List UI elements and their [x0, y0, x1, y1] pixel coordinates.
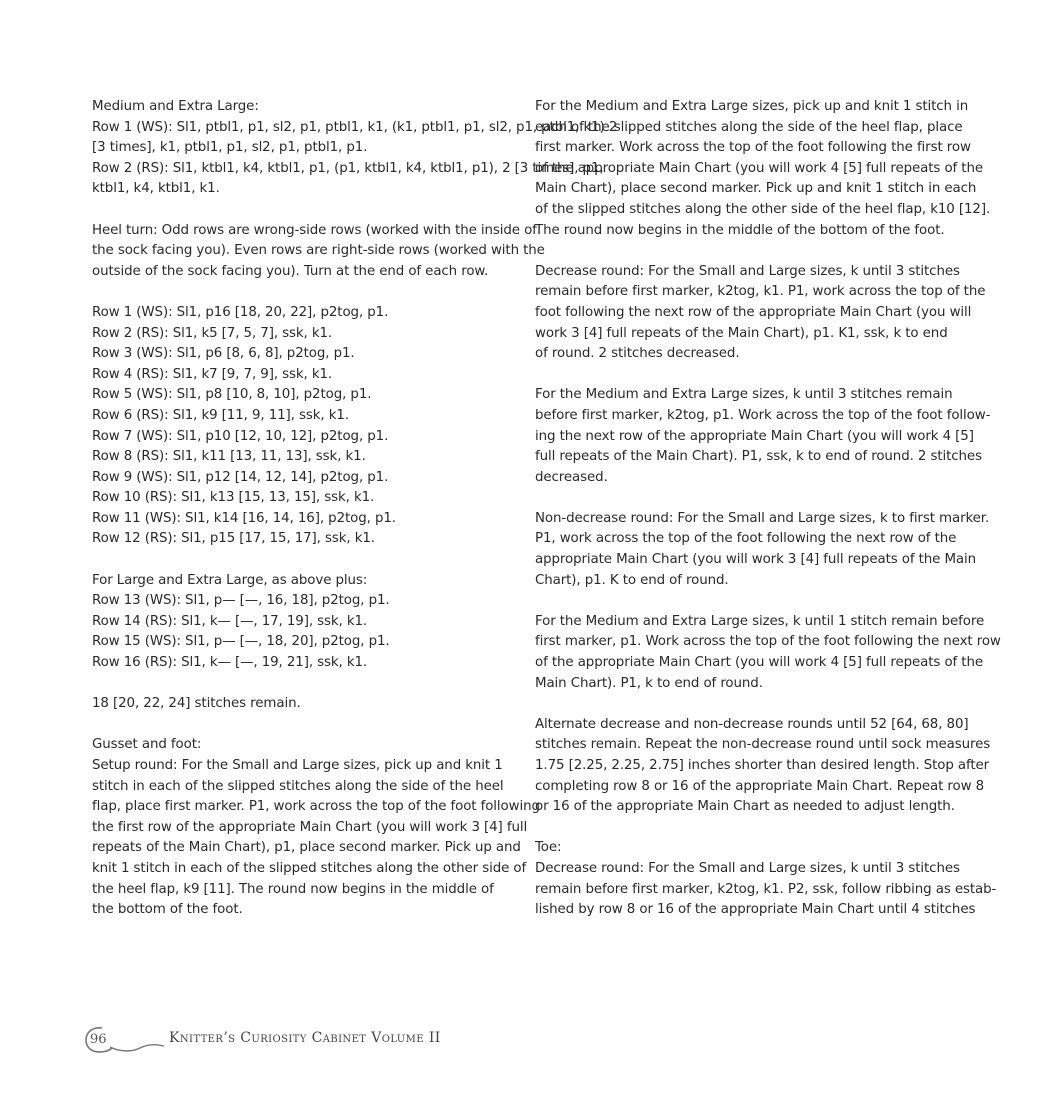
text-line: the sock facing you). Even rows are right-side rows (worked with the: [92, 243, 545, 259]
text-line: Row 15 (WS): Sl1, p— [—, 18, 20], p2tog, p1.: [92, 634, 390, 650]
text-line: the first row of the appropriate Main Chart (you will work 3 [4] full: [92, 819, 528, 835]
text-line: Heel turn: Odd rows are wrong-side rows (worked with the inside of: [92, 222, 537, 238]
text-line: Row 10 (RS): Sl1, k13 [15, 13, 15], ssk, k1.: [92, 490, 375, 506]
text-line: Toe:: [535, 840, 562, 856]
text-line: Row 4 (RS): Sl1, k7 [9, 7, 9], ssk, k1.: [92, 366, 333, 382]
text-line: first marker, p1. Work across the top of the foot following the next row: [535, 634, 1001, 650]
text-line: Row 16 (RS): Sl1, k— [—, 19, 21], ssk, k1.: [92, 655, 368, 671]
text-line: 18 [20, 22, 24] stitches remain.: [92, 696, 301, 712]
text-line: before first marker, k2tog, p1. Work across the top of the foot follow-: [535, 407, 991, 423]
text-line: Row 2 (RS): Sl1, ktbl1, k4, ktbl1, p1, (p1, ktbl1, k4, ktbl1, p1), 2 [3 times], p1,: [92, 160, 604, 176]
text-line: Chart), p1. K to end of round.: [535, 572, 729, 588]
text-line: of the appropriate Main Chart (you will work 4 [5] full repeats of the: [535, 160, 983, 176]
text-line: or 16 of the appropriate Main Chart as needed to adjust length.: [535, 799, 955, 815]
text-line: Row 6 (RS): Sl1, k9 [11, 9, 11], ssk, k1.: [92, 407, 349, 423]
text-line: completing row 8 or 16 of the appropriate Main Chart. Repeat row 8: [535, 778, 985, 794]
paragraph-gap: [92, 550, 522, 571]
text-line: For the Medium and Extra Large sizes, k until 1 stitch remain before: [535, 613, 985, 629]
text-line: Row 3 (WS): Sl1, p6 [8, 6, 8], p2tog, p1.: [92, 346, 355, 362]
text-line: remain before first marker, k2tog, k1. P2, ssk, follow ribbing as estab-: [535, 881, 997, 897]
text-line: Setup round: For the Small and Large sizes, pick up and knit 1: [92, 758, 503, 773]
text-line: P1, work across the top of the foot following the next row of the: [535, 531, 957, 547]
text-line: remain before first marker, k2tog, k1. P1, work across the top of the: [535, 284, 986, 300]
paragraph-gap: [92, 200, 522, 221]
text-line: For Large and Extra Large, as above plus:: [92, 572, 368, 588]
text-line: Row 7 (WS): Sl1, p10 [12, 10, 12], p2tog, p1.: [92, 428, 389, 444]
text-line: Gusset and foot:: [92, 737, 202, 753]
text-line: Row 13 (WS): Sl1, p— [—, 16, 18], p2tog, p1.: [92, 593, 390, 609]
text-line: Row 1 (WS): Sl1, ptbl1, p1, sl2, p1, ptbl1, k1, (k1, ptbl1, p1, sl2, p1, ptbl1, k1) 2: [92, 119, 618, 135]
text-line: outside of the sock facing you). Turn at the end of each row.: [92, 263, 489, 279]
text-line: Row 11 (WS): Sl1, k14 [16, 14, 16], p2tog, p1.: [92, 510, 396, 526]
text-line: appropriate Main Chart (you will work 3 [4] full repeats of the Main: [535, 552, 977, 568]
text-line: Row 5 (WS): Sl1, p8 [10, 8, 10], p2tog, p1.: [92, 387, 372, 403]
text-line: For the Medium and Extra Large sizes, pick up and knit 1 stitch in: [535, 99, 969, 114]
text-line: Decrease round: For the Small and Large sizes, k until 3 stitches: [535, 263, 960, 279]
text-line: the bottom of the foot.: [92, 902, 243, 918]
page-number: 96: [90, 1032, 107, 1047]
text-line: Decrease round: For the Small and Large sizes, k until 3 stitches: [535, 860, 960, 876]
paragraph-gap: [535, 241, 963, 262]
text-line: the heel flap, k9 [11]. The round now begins in the middle of: [92, 881, 494, 897]
text-line: first marker. Work across the top of the foot following the first row: [535, 140, 971, 156]
text-line: ing the next row of the appropriate Main Chart (you will work 4 [5]: [535, 428, 974, 444]
text-line: Row 2 (RS): Sl1, k5 [7, 5, 7], ssk, k1.: [92, 325, 333, 341]
text-line: Row 12 (RS): Sl1, p15 [17, 15, 17], ssk, k1.: [92, 531, 375, 547]
text-line: stitches remain. Repeat the non-decrease round until sock measures: [535, 737, 991, 753]
paragraph-gap: [535, 818, 963, 839]
text-line: stitch in each of the slipped stitches along the side of the heel: [92, 778, 504, 794]
text-line: lished by row 8 or 16 of the appropriate Main Chart until 4 stitches: [535, 902, 976, 918]
text-line: full repeats of the Main Chart). P1, ssk, k to end of round. 2 stitches: [535, 449, 982, 465]
text-line: Main Chart), place second marker. Pick up and knit 1 stitch in each: [535, 181, 977, 197]
paragraph-gap: [535, 694, 963, 715]
text-line: Alternate decrease and non-decrease rounds until 52 [64, 68, 80]: [535, 716, 969, 732]
text-line: ktbl1, k4, ktbl1, k1.: [92, 181, 220, 197]
text-line: each of the slipped stitches along the side of the heel flap, place: [535, 119, 963, 135]
paragraph-gap: [535, 591, 963, 612]
text-line: [3 times], k1, ptbl1, p1, sl2, p1, ptbl1, p1.: [92, 140, 368, 156]
text-line: Non-decrease round: For the Small and Large sizes, k to first marker.: [535, 510, 990, 526]
text-line: flap, place first marker. P1, work across the top of the foot following: [92, 799, 540, 815]
text-line: 1.75 [2.25, 2.25, 2.75] inches shorter than desired length. Stop after: [535, 758, 990, 773]
text-line: decreased.: [535, 469, 608, 485]
paragraph-gap: [92, 674, 522, 695]
paragraph-gap: [92, 282, 522, 303]
text-line: Row 1 (WS): Sl1, p16 [18, 20, 22], p2tog, p1.: [92, 304, 389, 320]
text-line: Row 9 (WS): Sl1, p12 [14, 12, 14], p2tog, p1.: [92, 469, 389, 485]
text-line: Row 8 (RS): Sl1, k11 [13, 11, 13], ssk, k1.: [92, 449, 366, 465]
text-line: The round now begins in the middle of the bottom of the foot.: [535, 222, 945, 238]
text-line: of round. 2 stitches decreased.: [535, 346, 740, 362]
text-line: of the appropriate Main Chart (you will work 4 [5] full repeats of the: [535, 655, 983, 671]
text-line: Medium and Extra Large:: [92, 99, 259, 114]
text-line: Row 14 (RS): Sl1, k— [—, 17, 19], ssk, k1.: [92, 613, 368, 629]
text-line: foot following the next row of the appropriate Main Chart (you will: [535, 304, 972, 320]
running-title: Knitter’s Curiosity Cabinet Volume II: [169, 1030, 441, 1046]
text-line: of the slipped stitches along the other side of the heel flap, k10 [12].: [535, 201, 991, 217]
text-line: work 3 [4] full repeats of the Main Chart), p1. K1, ssk, k to end: [535, 325, 948, 341]
paragraph-gap: [535, 365, 963, 386]
right-column: [535, 97, 1001, 921]
text-line: knit 1 stitch in each of the slipped stitches along the other side of: [92, 860, 527, 876]
page-footer: [80, 1022, 500, 1058]
text-line: repeats of the Main Chart), p1, place second marker. Pick up and: [92, 840, 521, 856]
paragraph-gap: [535, 488, 963, 509]
paragraph-gap: [92, 715, 522, 736]
text-line: For the Medium and Extra Large sizes, k until 3 stitches remain: [535, 387, 953, 403]
text-line: Main Chart). P1, k to end of round.: [535, 675, 763, 691]
